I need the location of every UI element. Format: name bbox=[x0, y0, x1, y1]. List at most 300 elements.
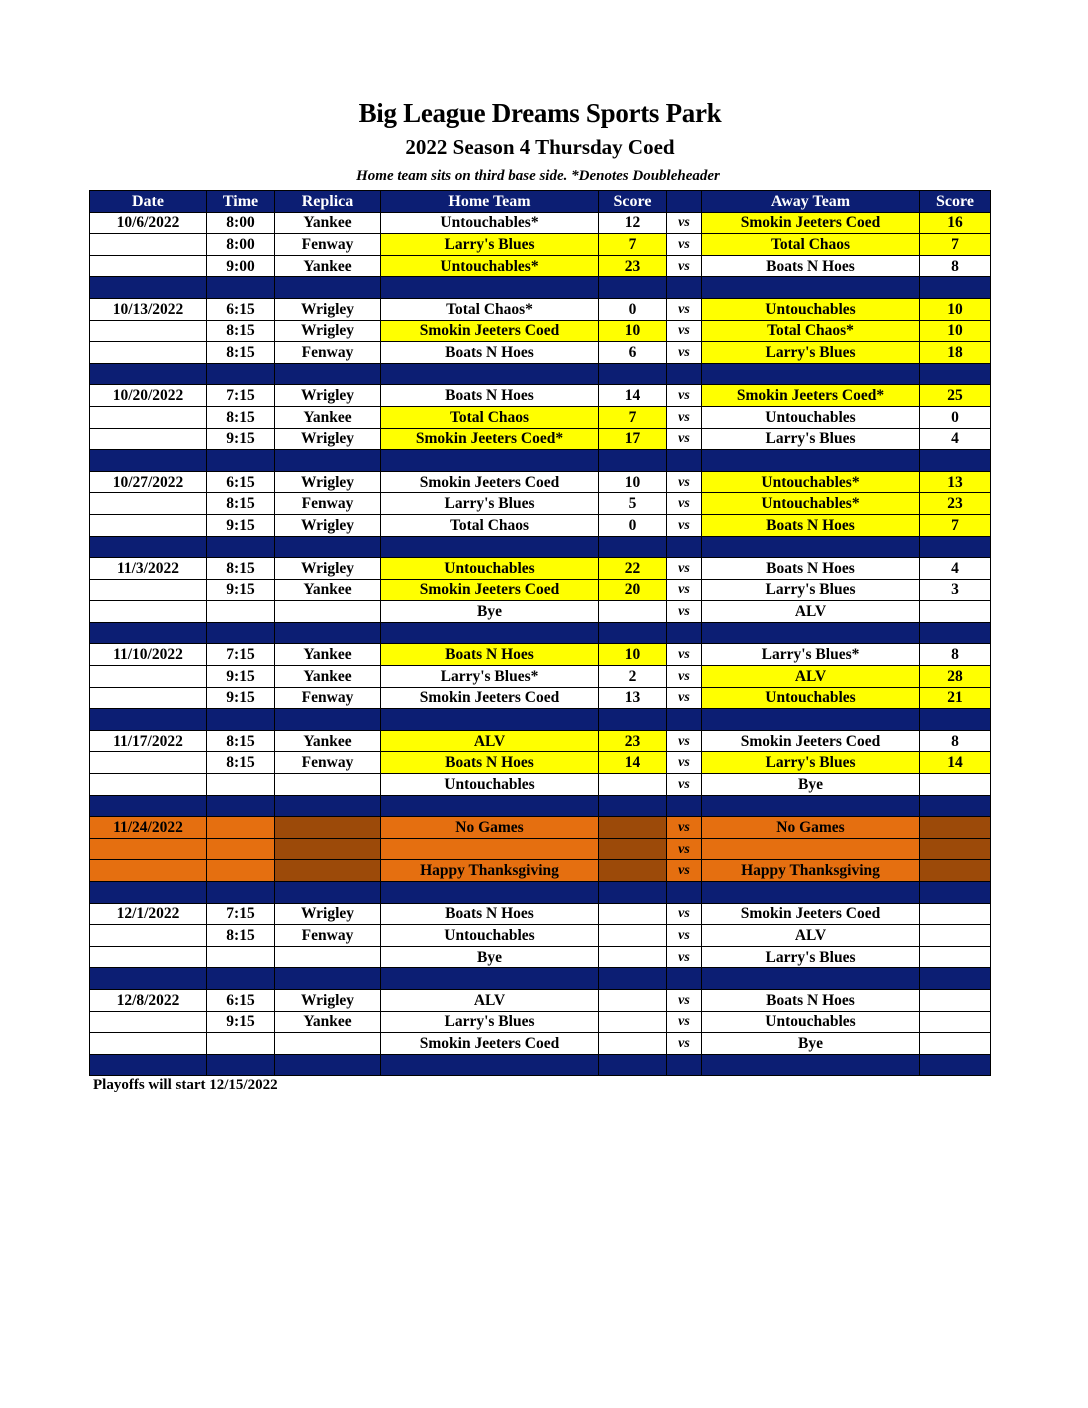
separator-cell bbox=[207, 1054, 275, 1076]
game-date bbox=[90, 666, 207, 688]
home-score: 22 bbox=[599, 558, 667, 580]
home-team: Smokin Jeeters Coed bbox=[381, 687, 599, 709]
away-team: Smokin Jeeters Coed bbox=[702, 212, 920, 234]
vs-label: vs bbox=[667, 601, 702, 623]
game-replica-field: Wrigley bbox=[275, 298, 381, 320]
away-team: Total Chaos* bbox=[702, 320, 920, 342]
game-date: 10/6/2022 bbox=[90, 212, 207, 234]
away-team: Untouchables bbox=[702, 406, 920, 428]
separator-cell bbox=[667, 536, 702, 558]
vs-label: vs bbox=[667, 320, 702, 342]
game-replica-field bbox=[275, 838, 381, 860]
game-time: 7:15 bbox=[207, 644, 275, 666]
away-team: ALV bbox=[702, 601, 920, 623]
game-replica-field: Wrigley bbox=[275, 903, 381, 925]
game-date: 10/13/2022 bbox=[90, 298, 207, 320]
away-score bbox=[920, 838, 991, 860]
game-date: 12/8/2022 bbox=[90, 989, 207, 1011]
game-replica-field bbox=[275, 774, 381, 796]
separator-cell bbox=[90, 363, 207, 385]
game-time: 6:15 bbox=[207, 298, 275, 320]
game-time bbox=[207, 860, 275, 882]
separator-cell bbox=[599, 450, 667, 472]
game-row bbox=[90, 342, 991, 364]
separator-cell bbox=[90, 450, 207, 472]
game-time: 9:15 bbox=[207, 514, 275, 536]
col-header-replica: Replica bbox=[275, 191, 381, 213]
away-score: 8 bbox=[920, 730, 991, 752]
separator-cell bbox=[275, 536, 381, 558]
game-replica-field: Fenway bbox=[275, 493, 381, 515]
game-replica-field: Fenway bbox=[275, 752, 381, 774]
game-date bbox=[90, 342, 207, 364]
separator-cell bbox=[207, 709, 275, 731]
col-header-date: Date bbox=[90, 191, 207, 213]
game-date bbox=[90, 946, 207, 968]
game-row bbox=[90, 666, 991, 688]
game-row bbox=[90, 925, 991, 947]
separator-cell bbox=[381, 882, 599, 904]
separator-cell bbox=[667, 363, 702, 385]
home-score: 17 bbox=[599, 428, 667, 450]
home-team: Smokin Jeeters Coed bbox=[381, 320, 599, 342]
game-row bbox=[90, 946, 991, 968]
vs-label: vs bbox=[667, 903, 702, 925]
game-time: 8:00 bbox=[207, 234, 275, 256]
game-row bbox=[90, 601, 991, 623]
game-date bbox=[90, 234, 207, 256]
separator-cell bbox=[702, 536, 920, 558]
away-score bbox=[920, 1033, 991, 1055]
game-time: 8:15 bbox=[207, 925, 275, 947]
vs-label: vs bbox=[667, 946, 702, 968]
game-row bbox=[90, 579, 991, 601]
home-score: 13 bbox=[599, 687, 667, 709]
away-team: Untouchables bbox=[702, 1011, 920, 1033]
col-header-home-team: Home Team bbox=[381, 191, 599, 213]
game-replica-field: Fenway bbox=[275, 687, 381, 709]
separator-cell bbox=[381, 363, 599, 385]
vs-label: vs bbox=[667, 471, 702, 493]
separator-cell bbox=[920, 968, 991, 990]
game-date: 10/27/2022 bbox=[90, 471, 207, 493]
game-date bbox=[90, 925, 207, 947]
table-header-row bbox=[90, 191, 991, 213]
away-team: Smokin Jeeters Coed* bbox=[702, 385, 920, 407]
game-date: 12/1/2022 bbox=[90, 903, 207, 925]
game-row bbox=[90, 860, 991, 882]
vs-label: vs bbox=[667, 666, 702, 688]
separator-cell bbox=[920, 882, 991, 904]
col-header-home-score: Score bbox=[599, 191, 667, 213]
game-replica-field bbox=[275, 1033, 381, 1055]
game-row bbox=[90, 255, 991, 277]
col-header-away-team: Away Team bbox=[702, 191, 920, 213]
vs-label: vs bbox=[667, 255, 702, 277]
away-score: 13 bbox=[920, 471, 991, 493]
separator-cell bbox=[275, 795, 381, 817]
home-score: 10 bbox=[599, 320, 667, 342]
game-date bbox=[90, 493, 207, 515]
separator-cell bbox=[90, 968, 207, 990]
home-score: 14 bbox=[599, 385, 667, 407]
away-team: Larry's Blues bbox=[702, 342, 920, 364]
game-row bbox=[90, 406, 991, 428]
home-team: Total Chaos bbox=[381, 514, 599, 536]
separator-cell bbox=[275, 450, 381, 472]
home-team: Larry's Blues bbox=[381, 1011, 599, 1033]
away-team: Boats N Hoes bbox=[702, 989, 920, 1011]
game-row bbox=[90, 514, 991, 536]
game-row bbox=[90, 298, 991, 320]
away-team: Smokin Jeeters Coed bbox=[702, 730, 920, 752]
separator-cell bbox=[667, 795, 702, 817]
game-replica-field: Wrigley bbox=[275, 989, 381, 1011]
home-team: Boats N Hoes bbox=[381, 752, 599, 774]
schedule-body bbox=[90, 212, 991, 1076]
game-row bbox=[90, 752, 991, 774]
separator-cell bbox=[702, 795, 920, 817]
separator-cell bbox=[667, 450, 702, 472]
separator-cell bbox=[381, 277, 599, 299]
game-row bbox=[90, 644, 991, 666]
game-row bbox=[90, 1033, 991, 1055]
vs-label: vs bbox=[667, 558, 702, 580]
home-team: Happy Thanksgiving bbox=[381, 860, 599, 882]
home-team: ALV bbox=[381, 989, 599, 1011]
game-date: 11/10/2022 bbox=[90, 644, 207, 666]
away-score: 3 bbox=[920, 579, 991, 601]
home-team: Larry's Blues bbox=[381, 234, 599, 256]
vs-label: vs bbox=[667, 730, 702, 752]
game-date bbox=[90, 514, 207, 536]
vs-label: vs bbox=[667, 925, 702, 947]
vs-label: vs bbox=[667, 752, 702, 774]
away-team: Happy Thanksgiving bbox=[702, 860, 920, 882]
game-row bbox=[90, 493, 991, 515]
home-score bbox=[599, 925, 667, 947]
home-team: Untouchables bbox=[381, 558, 599, 580]
away-team: ALV bbox=[702, 666, 920, 688]
home-team: Larry's Blues bbox=[381, 493, 599, 515]
away-score: 28 bbox=[920, 666, 991, 688]
game-date: 11/3/2022 bbox=[90, 558, 207, 580]
game-replica-field: Wrigley bbox=[275, 558, 381, 580]
separator-cell bbox=[920, 277, 991, 299]
separator-cell bbox=[599, 363, 667, 385]
away-score bbox=[920, 989, 991, 1011]
away-score: 16 bbox=[920, 212, 991, 234]
away-score bbox=[920, 925, 991, 947]
home-score: 23 bbox=[599, 255, 667, 277]
game-replica-field: Yankee bbox=[275, 666, 381, 688]
home-team: Smokin Jeeters Coed bbox=[381, 471, 599, 493]
vs-label: vs bbox=[667, 298, 702, 320]
separator-cell bbox=[207, 536, 275, 558]
vs-label: vs bbox=[667, 644, 702, 666]
home-score bbox=[599, 817, 667, 839]
week-separator bbox=[90, 882, 991, 904]
game-time: 8:15 bbox=[207, 342, 275, 364]
week-separator bbox=[90, 450, 991, 472]
away-score bbox=[920, 817, 991, 839]
separator-cell bbox=[599, 622, 667, 644]
game-date bbox=[90, 752, 207, 774]
game-replica-field: Yankee bbox=[275, 644, 381, 666]
vs-label: vs bbox=[667, 579, 702, 601]
week-separator bbox=[90, 622, 991, 644]
game-time bbox=[207, 1033, 275, 1055]
away-team: Larry's Blues* bbox=[702, 644, 920, 666]
vs-label: vs bbox=[667, 817, 702, 839]
home-team: Boats N Hoes bbox=[381, 342, 599, 364]
game-time bbox=[207, 774, 275, 796]
separator-cell bbox=[702, 450, 920, 472]
away-score: 8 bbox=[920, 644, 991, 666]
home-team: Bye bbox=[381, 601, 599, 623]
away-score: 25 bbox=[920, 385, 991, 407]
week-separator bbox=[90, 709, 991, 731]
game-time bbox=[207, 946, 275, 968]
separator-cell bbox=[599, 882, 667, 904]
separator-cell bbox=[381, 795, 599, 817]
away-score bbox=[920, 774, 991, 796]
game-date bbox=[90, 1033, 207, 1055]
playoffs-note: Playoffs will start 12/15/2022 bbox=[93, 1077, 278, 1093]
separator-cell bbox=[702, 622, 920, 644]
separator-cell bbox=[207, 795, 275, 817]
home-score: 5 bbox=[599, 493, 667, 515]
week-separator bbox=[90, 536, 991, 558]
separator-cell bbox=[667, 277, 702, 299]
separator-cell bbox=[667, 622, 702, 644]
away-team: Larry's Blues bbox=[702, 579, 920, 601]
game-date: 11/24/2022 bbox=[90, 817, 207, 839]
away-team: Untouchables bbox=[702, 298, 920, 320]
separator-cell bbox=[702, 709, 920, 731]
game-date bbox=[90, 860, 207, 882]
home-score: 0 bbox=[599, 298, 667, 320]
game-row bbox=[90, 471, 991, 493]
game-time: 6:15 bbox=[207, 989, 275, 1011]
vs-label: vs bbox=[667, 989, 702, 1011]
game-replica-field: Wrigley bbox=[275, 471, 381, 493]
separator-cell bbox=[381, 968, 599, 990]
separator-cell bbox=[920, 795, 991, 817]
separator-cell bbox=[702, 1054, 920, 1076]
separator-cell bbox=[920, 536, 991, 558]
away-score: 4 bbox=[920, 428, 991, 450]
game-row bbox=[90, 838, 991, 860]
away-score: 4 bbox=[920, 558, 991, 580]
away-score bbox=[920, 601, 991, 623]
game-date: 11/17/2022 bbox=[90, 730, 207, 752]
game-date bbox=[90, 320, 207, 342]
separator-cell bbox=[381, 1054, 599, 1076]
home-team: Smokin Jeeters Coed* bbox=[381, 428, 599, 450]
separator-cell bbox=[381, 536, 599, 558]
separator-cell bbox=[381, 622, 599, 644]
game-time: 8:15 bbox=[207, 730, 275, 752]
vs-label: vs bbox=[667, 687, 702, 709]
page-title: Big League Dreams Sports Park bbox=[358, 98, 722, 128]
separator-cell bbox=[207, 363, 275, 385]
home-score bbox=[599, 774, 667, 796]
game-time: 9:15 bbox=[207, 687, 275, 709]
away-team: Larry's Blues bbox=[702, 752, 920, 774]
separator-cell bbox=[275, 709, 381, 731]
game-date bbox=[90, 774, 207, 796]
game-row bbox=[90, 903, 991, 925]
game-replica-field: Fenway bbox=[275, 342, 381, 364]
home-score: 20 bbox=[599, 579, 667, 601]
game-row bbox=[90, 1011, 991, 1033]
separator-cell bbox=[702, 277, 920, 299]
game-row bbox=[90, 817, 991, 839]
separator-cell bbox=[667, 968, 702, 990]
game-row bbox=[90, 774, 991, 796]
game-replica-field: Yankee bbox=[275, 212, 381, 234]
home-score bbox=[599, 1011, 667, 1033]
separator-cell bbox=[207, 882, 275, 904]
week-separator bbox=[90, 1054, 991, 1076]
separator-cell bbox=[599, 277, 667, 299]
col-header-time: Time bbox=[207, 191, 275, 213]
away-team: Smokin Jeeters Coed bbox=[702, 903, 920, 925]
away-score: 10 bbox=[920, 320, 991, 342]
game-row bbox=[90, 234, 991, 256]
home-score: 7 bbox=[599, 234, 667, 256]
separator-cell bbox=[90, 882, 207, 904]
away-score bbox=[920, 946, 991, 968]
separator-cell bbox=[275, 1054, 381, 1076]
separator-cell bbox=[275, 968, 381, 990]
game-time: 8:15 bbox=[207, 752, 275, 774]
separator-cell bbox=[275, 622, 381, 644]
home-team: Total Chaos bbox=[381, 406, 599, 428]
home-score: 2 bbox=[599, 666, 667, 688]
game-row bbox=[90, 989, 991, 1011]
separator-cell bbox=[90, 795, 207, 817]
away-team: Larry's Blues bbox=[702, 946, 920, 968]
away-score: 14 bbox=[920, 752, 991, 774]
vs-label: vs bbox=[667, 212, 702, 234]
home-score bbox=[599, 838, 667, 860]
home-score: 10 bbox=[599, 644, 667, 666]
game-row bbox=[90, 428, 991, 450]
away-team: Boats N Hoes bbox=[702, 514, 920, 536]
col-header-vs bbox=[667, 191, 702, 213]
separator-cell bbox=[599, 536, 667, 558]
game-row bbox=[90, 385, 991, 407]
separator-cell bbox=[702, 968, 920, 990]
home-team: No Games bbox=[381, 817, 599, 839]
away-score bbox=[920, 860, 991, 882]
separator-cell bbox=[702, 363, 920, 385]
game-replica-field bbox=[275, 860, 381, 882]
schedule-table bbox=[89, 190, 991, 1076]
home-team: ALV bbox=[381, 730, 599, 752]
home-score: 14 bbox=[599, 752, 667, 774]
away-team: Untouchables bbox=[702, 687, 920, 709]
separator-cell bbox=[207, 968, 275, 990]
game-time: 9:15 bbox=[207, 666, 275, 688]
week-separator bbox=[90, 968, 991, 990]
game-time: 6:15 bbox=[207, 471, 275, 493]
separator-cell bbox=[275, 277, 381, 299]
away-team: Untouchables* bbox=[702, 493, 920, 515]
separator-cell bbox=[90, 277, 207, 299]
game-time: 8:15 bbox=[207, 406, 275, 428]
game-replica-field bbox=[275, 817, 381, 839]
game-replica-field: Yankee bbox=[275, 730, 381, 752]
home-score: 10 bbox=[599, 471, 667, 493]
col-header-away-score: Score bbox=[920, 191, 991, 213]
home-score bbox=[599, 1033, 667, 1055]
away-score: 23 bbox=[920, 493, 991, 515]
game-date bbox=[90, 687, 207, 709]
game-date bbox=[90, 406, 207, 428]
game-time: 9:15 bbox=[207, 1011, 275, 1033]
separator-cell bbox=[207, 622, 275, 644]
game-time: 9:15 bbox=[207, 579, 275, 601]
vs-label: vs bbox=[667, 1011, 702, 1033]
header-note: Home team sits on third base side. *Denotes Doubleheader bbox=[356, 168, 720, 184]
away-score: 7 bbox=[920, 514, 991, 536]
week-separator bbox=[90, 795, 991, 817]
separator-cell bbox=[920, 363, 991, 385]
away-team: Total Chaos bbox=[702, 234, 920, 256]
game-time bbox=[207, 817, 275, 839]
away-team: Boats N Hoes bbox=[702, 255, 920, 277]
game-row bbox=[90, 320, 991, 342]
home-team: Smokin Jeeters Coed bbox=[381, 579, 599, 601]
game-replica-field: Yankee bbox=[275, 255, 381, 277]
separator-cell bbox=[667, 882, 702, 904]
vs-label: vs bbox=[667, 234, 702, 256]
home-team: Untouchables bbox=[381, 774, 599, 796]
game-time: 9:00 bbox=[207, 255, 275, 277]
away-score: 21 bbox=[920, 687, 991, 709]
separator-cell bbox=[920, 1054, 991, 1076]
game-time bbox=[207, 601, 275, 623]
game-time bbox=[207, 838, 275, 860]
game-time: 9:15 bbox=[207, 428, 275, 450]
game-replica-field bbox=[275, 601, 381, 623]
separator-cell bbox=[90, 622, 207, 644]
away-score: 7 bbox=[920, 234, 991, 256]
away-team: Boats N Hoes bbox=[702, 558, 920, 580]
game-date: 10/20/2022 bbox=[90, 385, 207, 407]
away-score bbox=[920, 1011, 991, 1033]
game-time: 7:15 bbox=[207, 385, 275, 407]
away-team bbox=[702, 838, 920, 860]
game-row bbox=[90, 687, 991, 709]
away-team: Larry's Blues bbox=[702, 428, 920, 450]
game-replica-field: Yankee bbox=[275, 579, 381, 601]
game-time: 8:15 bbox=[207, 493, 275, 515]
home-team: Untouchables* bbox=[381, 212, 599, 234]
home-score: 12 bbox=[599, 212, 667, 234]
separator-cell bbox=[275, 882, 381, 904]
game-replica-field: Fenway bbox=[275, 234, 381, 256]
away-team: Bye bbox=[702, 774, 920, 796]
separator-cell bbox=[667, 1054, 702, 1076]
week-separator bbox=[90, 277, 991, 299]
week-separator bbox=[90, 363, 991, 385]
separator-cell bbox=[207, 277, 275, 299]
separator-cell bbox=[90, 536, 207, 558]
